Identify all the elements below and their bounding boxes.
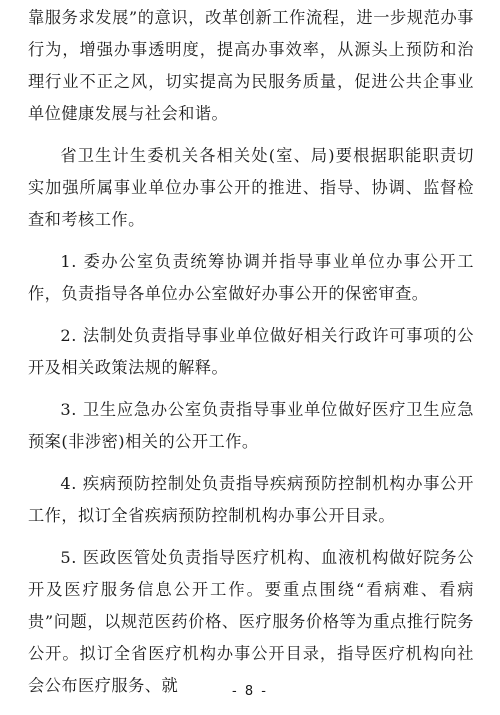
paragraph-item-3: 3. 卫生应急办公室负责指导事业单位做好医疗卫生应急预案(非涉密)相关的公开工作。 (28, 400, 474, 451)
paragraph-responsibilities: 省卫生计生委机关各相关处(室、局)要根据职能职责切实加强所属事业单位办事公开的推进、指导、协调、监督检查和考核工作。 (28, 146, 474, 229)
document-body (28, 2, 474, 702)
paragraph-item-5: 5. 医政医管处负责指导医疗机构、血液机构做好院务公开及医疗服务信息公开工作。要重点围绕“看病难、看病贵”问题，以规范医药价格、医疗服务价格等为重点推行院务公开。拟订全省医疗机构办事公开目录，指导医疗机构向社会公布医疗服务、就 (28, 548, 474, 695)
paragraph-item-1: 1. 委办公室负责统筹协调并指导事业单位办事公开工作，负责指导各单位办公室做好办事公开的保密审查。 (28, 252, 474, 303)
paragraph-item-2: 2. 法制处负责指导事业单位做好相关行政许可事项的公开及相关政策法规的解释。 (28, 326, 474, 377)
paragraph-item-4: 4. 疾病预防控制处负责指导疾病预防控制机构办事公开工作，拟订全省疾病预防控制机构办事公开目录。 (28, 474, 474, 525)
page-number: - 8 - (232, 684, 268, 699)
paragraph-continuation: 靠服务求发展”的意识，改革创新工作流程，进一步规范办事行为，增强办事透明度，提高办事效率，从源头上预防和治理行业不正之风，切实提高为民服务质量，促进公共企事业单位健康发展与社会和谐。 (28, 8, 474, 123)
